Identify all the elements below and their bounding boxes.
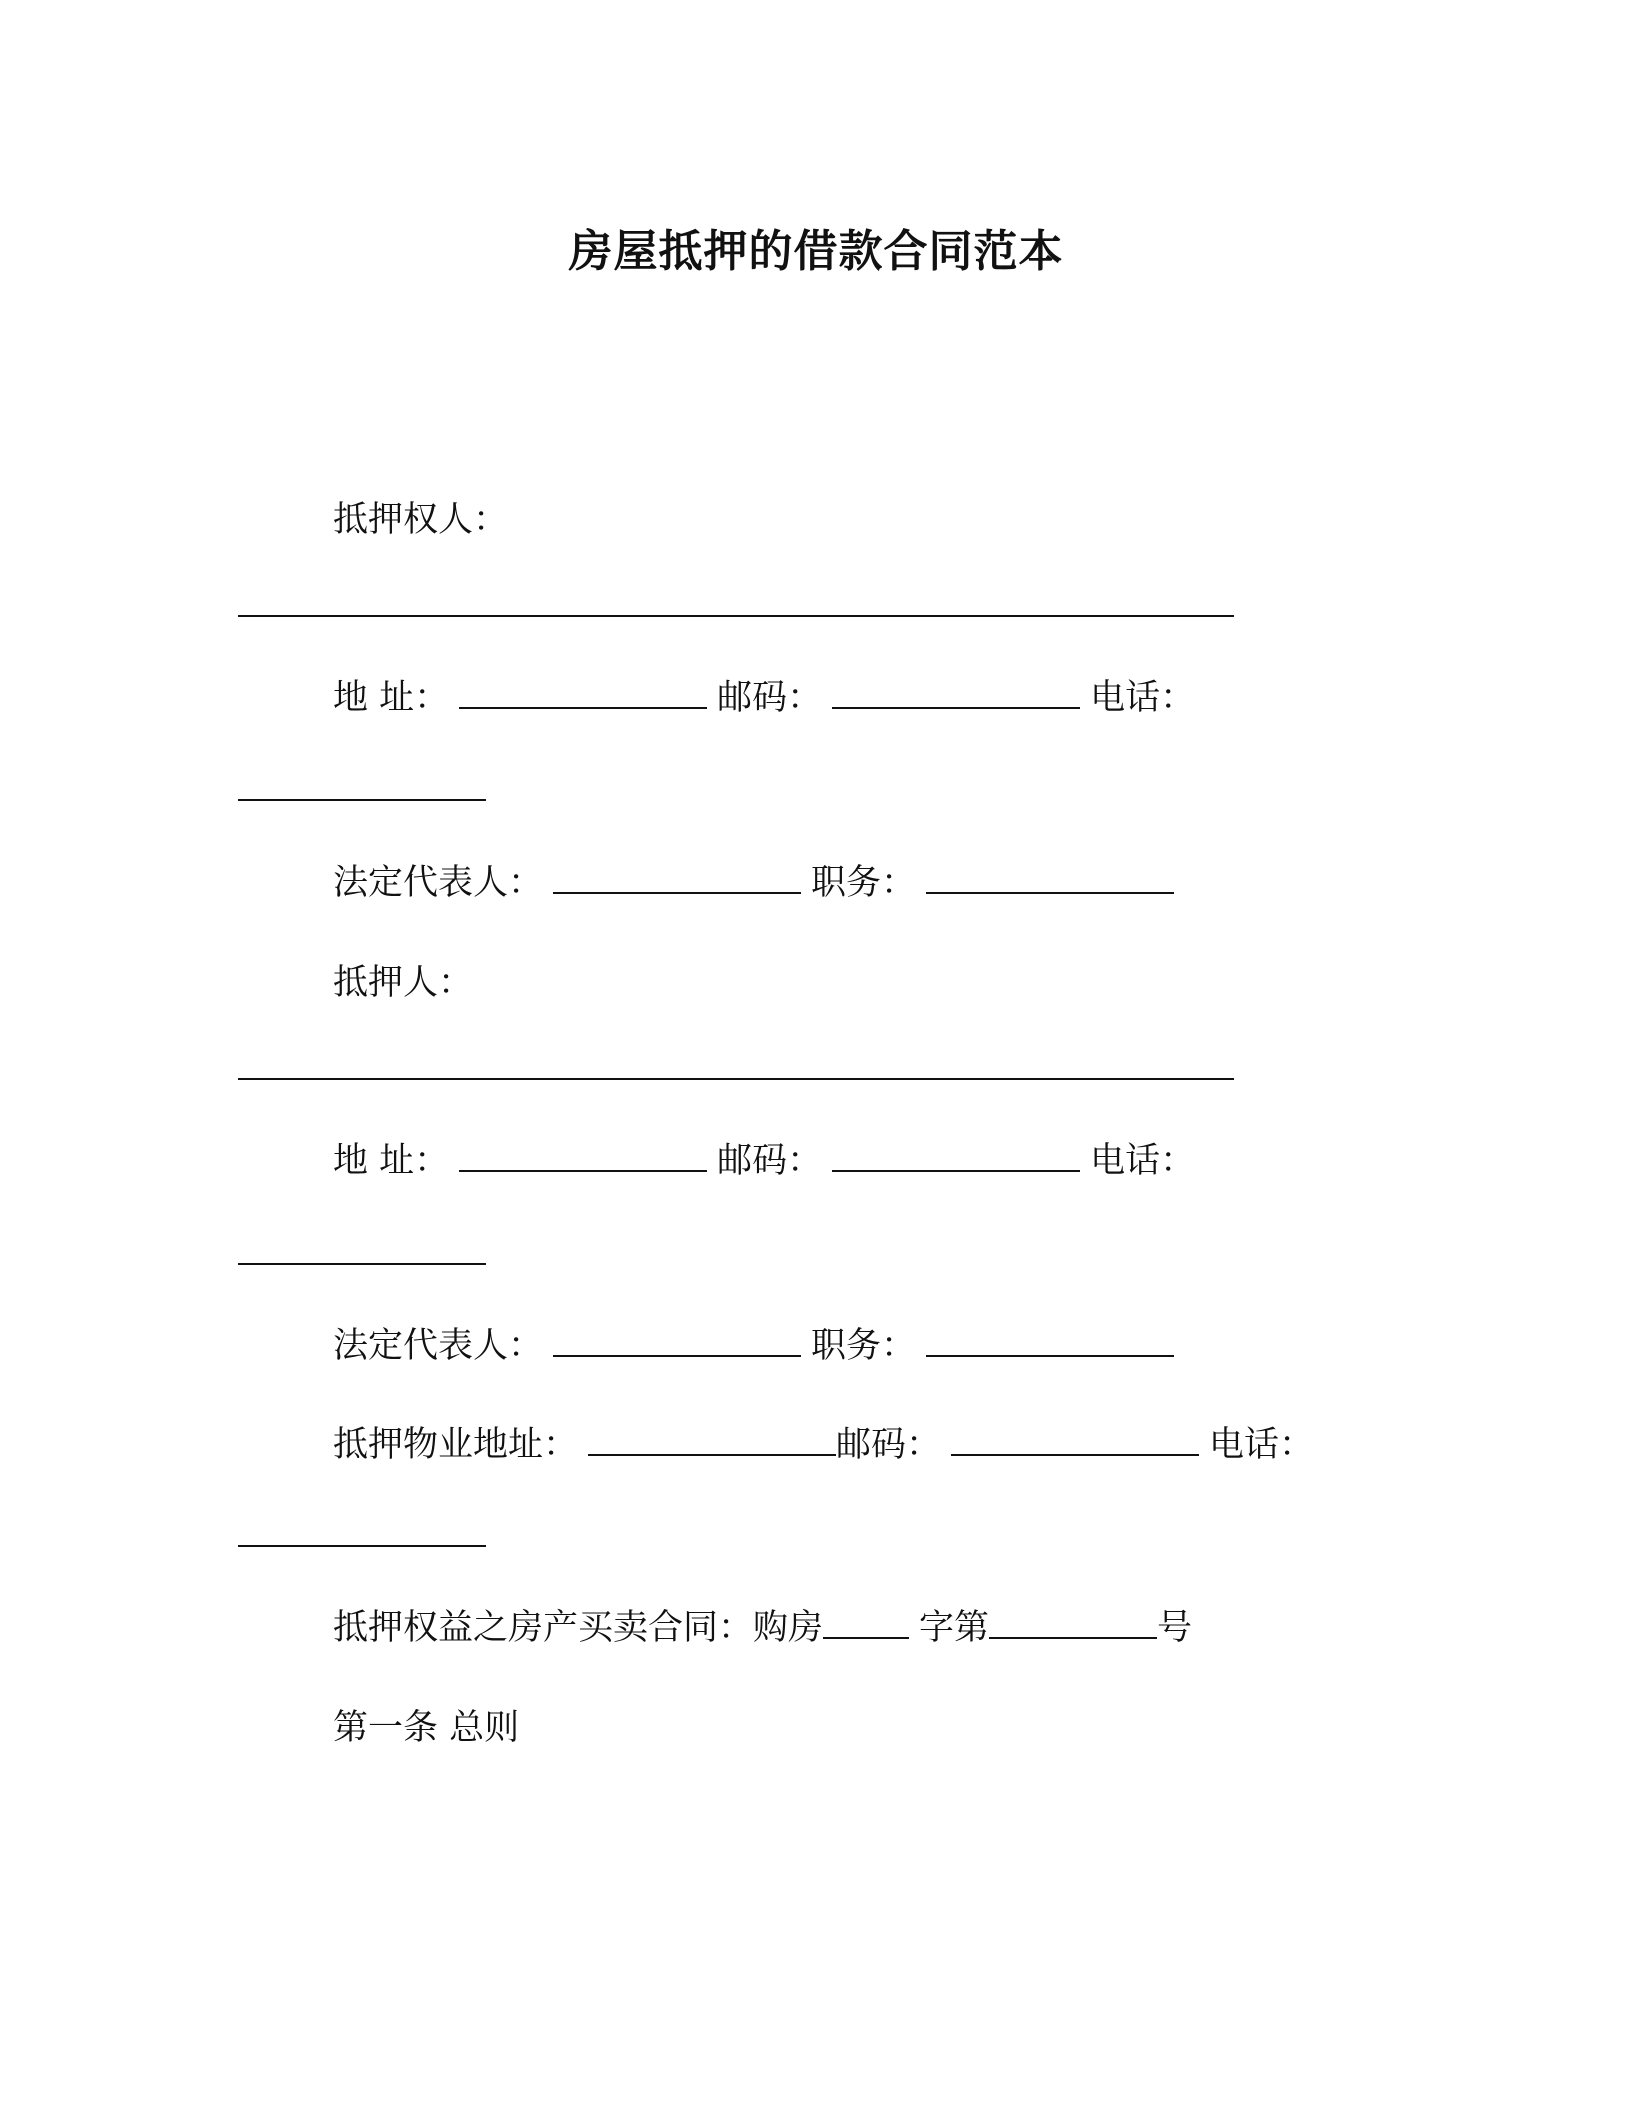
phone-label: 电话：	[1090, 678, 1196, 718]
mortgagor-name-field[interactable]	[238, 1078, 1234, 1080]
mortgagee-phone-field[interactable]	[238, 799, 486, 801]
mortgagor-legal-rep-row	[333, 1322, 1174, 1370]
contract-prefix: 抵押权益之房产买卖合同：购房	[333, 1608, 824, 1648]
mortgagee-name-field[interactable]	[238, 615, 1234, 617]
property-phone-field[interactable]	[238, 1545, 486, 1547]
contract-reference-row	[333, 1604, 1192, 1652]
position-label: 职务：	[811, 1326, 917, 1366]
document-title: 房屋抵押的借款合同范本	[568, 226, 1064, 277]
mortgagee-address-field[interactable]	[459, 677, 707, 709]
phone-label: 电话：	[1090, 1141, 1196, 1181]
mortgagor-address-row	[333, 1137, 1195, 1185]
mortgagor-phone-field[interactable]	[238, 1263, 486, 1265]
property-address-row	[333, 1421, 1314, 1469]
mortgagor-postcode-field[interactable]	[832, 1140, 1080, 1172]
postcode-label: 邮码：	[836, 1425, 942, 1465]
contract-number-field[interactable]	[989, 1607, 1157, 1639]
mortgagee-label: 抵押权人：	[333, 500, 509, 540]
postcode-label: 邮码：	[717, 678, 823, 718]
mortgagee-address-row	[333, 674, 1195, 722]
legal-rep-label: 法定代表人：	[333, 1326, 544, 1366]
mortgagor-legal-rep-field[interactable]	[553, 1325, 801, 1357]
mortgagee-legal-rep-field[interactable]	[553, 862, 801, 894]
postcode-label: 邮码：	[717, 1141, 823, 1181]
address-label: 地 址：	[333, 1141, 450, 1181]
property-address-field[interactable]	[588, 1424, 836, 1456]
mortgagee-position-field[interactable]	[926, 862, 1174, 894]
property-postcode-field[interactable]	[951, 1424, 1199, 1456]
mortgagor-position-field[interactable]	[926, 1325, 1174, 1357]
legal-rep-label: 法定代表人：	[333, 863, 544, 903]
mortgagor-address-field[interactable]	[459, 1140, 707, 1172]
mortgagee-postcode-field[interactable]	[832, 677, 1080, 709]
contract-middle: 字第	[919, 1608, 990, 1648]
address-label: 地 址：	[333, 678, 450, 718]
mortgagor-label: 抵押人：	[333, 963, 474, 1003]
phone-label: 电话：	[1209, 1425, 1315, 1465]
property-address-label: 抵押物业地址：	[333, 1425, 579, 1465]
contract-letter-field[interactable]	[823, 1607, 909, 1639]
position-label: 职务：	[811, 863, 917, 903]
article-one-heading: 第一条 总则	[333, 1708, 520, 1748]
mortgagee-legal-rep-row	[333, 859, 1174, 907]
contract-suffix: 号	[1157, 1608, 1193, 1648]
